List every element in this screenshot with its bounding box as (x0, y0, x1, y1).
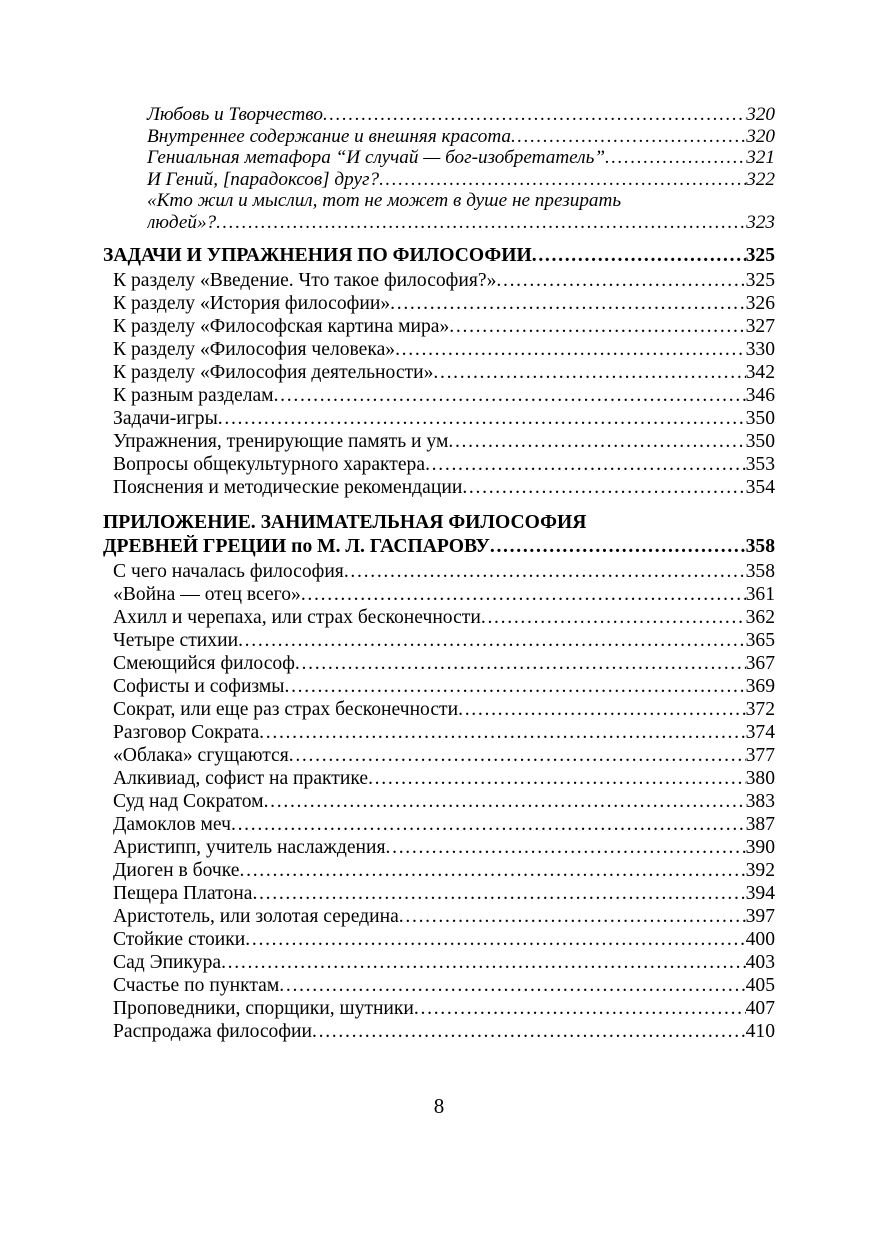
toc-item-page: 325 (745, 269, 775, 291)
toc-item-page: 387 (745, 813, 775, 835)
toc-item (103, 476, 775, 499)
dot-leader (462, 476, 745, 499)
toc-item (103, 997, 775, 1020)
toc-item (103, 974, 775, 997)
toc-item-page: 369 (745, 675, 775, 697)
dot-leader (218, 407, 746, 430)
toc-item-page: 367 (745, 652, 775, 674)
toc-item-page: 342 (745, 361, 775, 383)
dot-leader (216, 212, 746, 234)
toc-entry-page: 322 (746, 168, 775, 190)
toc-item-page: 377 (745, 744, 775, 766)
toc-item-title: К разделу «Философия деятельности» (113, 361, 434, 383)
toc-item-title: К разделу «История философии» (113, 292, 391, 314)
toc-item (103, 767, 775, 790)
toc-subsection-wrapped (103, 190, 775, 233)
toc-item (103, 790, 775, 813)
toc-entry-page: 321 (746, 147, 775, 169)
toc-entry-title-line1: «Кто жил и мыслил, тот не может в душе не презирать (147, 190, 622, 212)
toc-item-title: С чего началась философия (113, 560, 344, 582)
dot-leader (231, 813, 746, 836)
dot-leader (301, 583, 746, 606)
toc-item-page: 327 (745, 315, 775, 337)
toc-entry-title: Гениальная метафора “И случай — бог-изобретатель” (147, 147, 605, 169)
toc-item-page: 330 (745, 338, 775, 360)
toc-entry-title: И Гений, [парадоксов] друг? (147, 168, 380, 190)
toc-item-title: Дамоклов меч (113, 813, 231, 835)
dot-leader (221, 951, 746, 974)
toc-item (103, 361, 775, 384)
dot-leader (448, 430, 745, 453)
toc-item-page: 380 (745, 767, 775, 789)
toc-item-title: Софисты и софизмы (113, 675, 285, 697)
page-number: 8 (433, 1094, 445, 1118)
toc-item-title: Алкивиад, софист на практике (113, 767, 369, 789)
toc-item (103, 315, 775, 338)
section-heading-page: 358 (745, 535, 775, 557)
dot-leader (379, 169, 746, 191)
section-heading-title: ЗАДАЧИ И УПРАЖНЕНИЯ ПО ФИЛОСОФИИ (103, 244, 532, 266)
dot-leader (279, 974, 745, 997)
dot-leader (284, 675, 745, 698)
section-heading-appendix (103, 511, 775, 559)
toc-item (103, 698, 775, 721)
toc-item (103, 430, 775, 453)
toc-item-title: Аристипп, учитель наслаждения (113, 836, 386, 858)
section-items-exercises (103, 269, 775, 499)
dot-leader (605, 147, 746, 169)
toc-item-title: Сократ, или еще раз страх бесконечности (113, 698, 459, 720)
toc-item (103, 1020, 775, 1043)
toc-subsection (103, 126, 775, 148)
table-of-contents (103, 104, 775, 1043)
toc-item-title: «Облака» сгущаются (113, 744, 289, 766)
dot-leader (481, 606, 746, 629)
dot-leader (323, 104, 746, 126)
toc-entry-page: 323 (746, 211, 775, 233)
toc-item-page: 354 (745, 476, 775, 498)
toc-item (103, 384, 775, 407)
dot-leader (532, 244, 746, 268)
toc-item-title: Вопросы общекультурного характера (113, 453, 426, 475)
toc-entry-title-line2: людей»? (147, 211, 217, 233)
toc-subsection (103, 169, 775, 191)
toc-item-page: 326 (745, 292, 775, 314)
toc-entry-title: Внутреннее содержание и внешняя красота (147, 125, 512, 147)
toc-item-page: 394 (745, 882, 775, 904)
toc-item (103, 675, 775, 698)
toc-item-title: Аристотель, или золотая середина (113, 905, 399, 927)
toc-item (103, 905, 775, 928)
toc-item (103, 882, 775, 905)
toc-item-title: Упражнения, тренирующие память и ум (113, 430, 449, 452)
toc-item-page: 372 (745, 698, 775, 720)
section-heading-exercises (103, 244, 775, 268)
toc-item-page: 390 (745, 836, 775, 858)
toc-item-page: 350 (745, 430, 775, 452)
dot-leader (264, 790, 746, 813)
toc-item-page: 362 (745, 606, 775, 628)
toc-item (103, 836, 775, 859)
dot-leader (386, 836, 746, 859)
dot-leader (289, 744, 746, 767)
dot-leader (496, 269, 745, 292)
toc-item (103, 951, 775, 974)
toc-item (103, 928, 775, 951)
toc-item-page: 365 (745, 629, 775, 651)
dot-leader (238, 629, 746, 652)
toc-item-title: Четыре стихии (113, 629, 239, 651)
toc-item (103, 813, 775, 836)
toc-item-title: Задачи-игры (113, 407, 218, 429)
toc-item (103, 652, 775, 675)
section-heading-title-line1: ПРИЛОЖЕНИЕ. ЗАНИМАТЕЛЬНАЯ ФИЛОСОФИЯ (103, 511, 587, 533)
toc-item-title: К разделу «Философия человека» (113, 338, 396, 360)
toc-item-page: 358 (745, 560, 775, 582)
toc-item-title: Проповедники, спорщики, шутники (113, 997, 414, 1019)
toc-item-title: Смеющийся философ (113, 652, 295, 674)
toc-entry-title: Любовь и Творчество (147, 104, 323, 125)
toc-item-title: Пещера Платона (113, 882, 253, 904)
dot-leader (240, 859, 746, 882)
toc-item (103, 407, 775, 430)
toc-subsection (103, 104, 775, 126)
toc-item-page: 350 (745, 407, 775, 429)
toc-item-title: Стойкие стоики (113, 928, 246, 950)
toc-item (103, 721, 775, 744)
dot-leader (344, 560, 746, 583)
toc-item-page: 400 (745, 928, 775, 950)
toc-item-title: К разделу «Философская картина мира» (113, 315, 450, 337)
toc-item-title: Пояснения и методические рекомендации (113, 476, 463, 498)
toc-item-page: 374 (745, 721, 775, 743)
toc-entry-page: 320 (746, 104, 775, 125)
toc-item-page: 397 (745, 905, 775, 927)
dot-leader (390, 292, 745, 315)
toc-item (103, 859, 775, 882)
toc-item-title: Разговор Сократа (113, 721, 260, 743)
toc-subsection (103, 147, 775, 169)
toc-item (103, 606, 775, 629)
dot-leader (399, 905, 746, 928)
dot-leader (414, 997, 746, 1020)
toc-item (103, 292, 775, 315)
toc-item-page: 383 (745, 790, 775, 812)
toc-item-title: К разделу «Введение. Что такое философия?» (113, 269, 497, 291)
dot-leader (511, 126, 746, 148)
section-heading-line2 (103, 535, 775, 559)
dot-leader (490, 535, 746, 559)
toc-item-title: Сад Эпикура (113, 951, 222, 973)
dot-leader (295, 652, 746, 675)
toc-entry-line2 (147, 212, 775, 234)
section-heading-page: 325 (745, 244, 775, 266)
dot-leader (395, 338, 746, 361)
toc-item-page: 392 (745, 859, 775, 881)
toc-item-page: 410 (745, 1020, 775, 1042)
dot-leader (274, 384, 746, 407)
dot-leader (252, 882, 745, 905)
toc-item-title: К разным разделам (113, 384, 274, 406)
toc-entry-page: 320 (746, 125, 775, 147)
toc-item (103, 583, 775, 606)
toc-item-title: Диоген в бочке (113, 859, 240, 881)
toc-item-page: 353 (745, 453, 775, 475)
toc-item-page: 346 (745, 384, 775, 406)
section-heading-title-line2: ДРЕВНЕЙ ГРЕЦИИ по М. Л. ГАСПАРОВУ (103, 535, 490, 557)
toc-item (103, 269, 775, 292)
toc-item-page: 405 (745, 974, 775, 996)
toc-item-page: 361 (745, 583, 775, 605)
dot-leader (425, 453, 746, 476)
dot-leader (458, 698, 746, 721)
section-items-appendix (103, 560, 775, 1043)
toc-item-page: 403 (745, 951, 775, 973)
toc-item (103, 453, 775, 476)
toc-item-title: «Война — отец всего» (113, 583, 301, 605)
toc-item-title: Ахилл и черепаха, или страх бесконечности (113, 606, 481, 628)
toc-item (103, 338, 775, 361)
toc-item-title: Распродажа философии (113, 1020, 313, 1042)
toc-item (103, 560, 775, 583)
toc-item-page: 407 (745, 997, 775, 1019)
dot-leader (312, 1020, 746, 1043)
dot-leader (449, 315, 745, 338)
toc-item-title: Счастье по пунктам (113, 974, 280, 996)
dot-leader (433, 361, 745, 384)
toc-item (103, 629, 775, 652)
dot-leader (245, 928, 745, 951)
dot-leader (368, 767, 746, 790)
dot-leader (259, 721, 745, 744)
toc-item-title: Суд над Сократом (113, 790, 264, 812)
toc-item (103, 744, 775, 767)
